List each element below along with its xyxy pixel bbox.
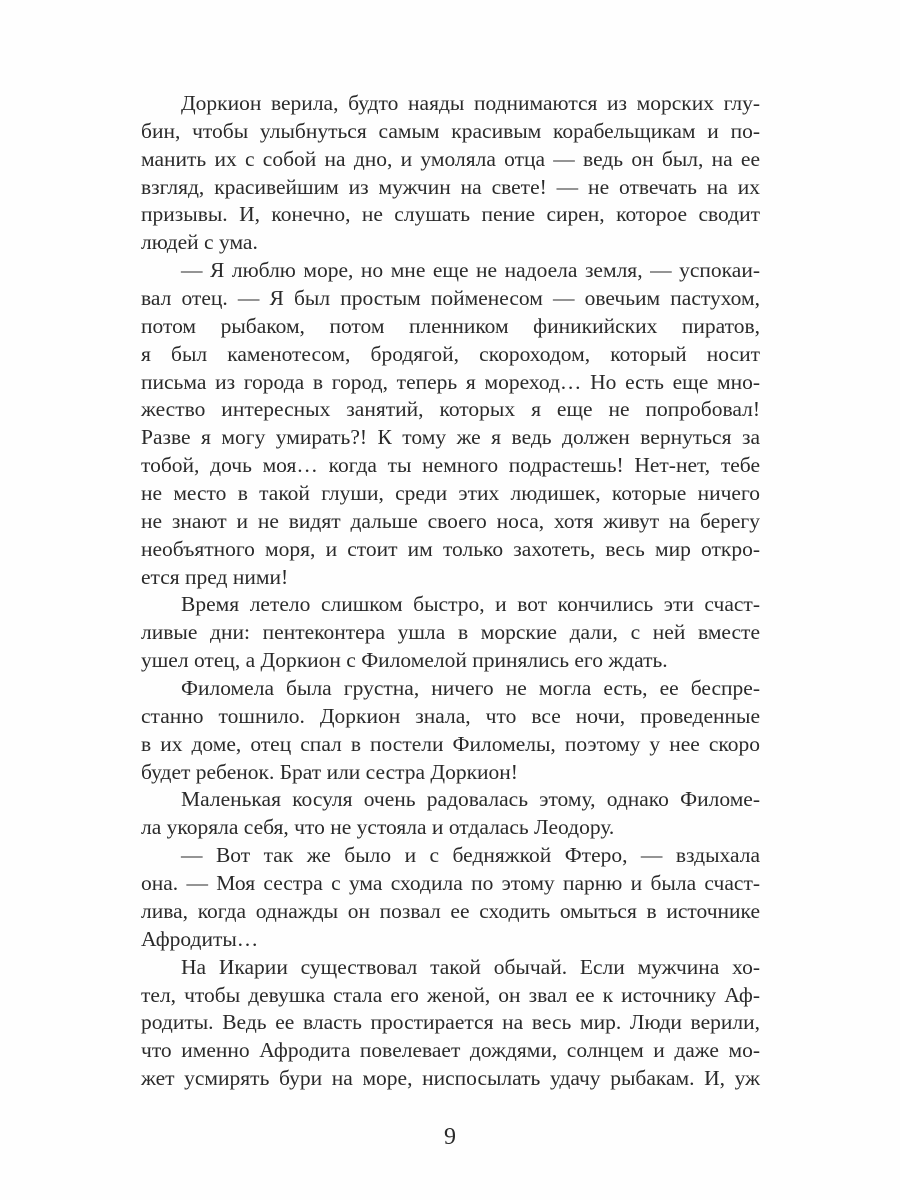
text-line: ется пред ними! (141, 564, 289, 589)
text-line: не место в такой глуши, среди этих людишек, которые ничего (141, 481, 760, 506)
text-line: Маленькая косуля очень радовалась этому, однако Филоме- (181, 787, 760, 812)
text-line: вал отец. — Я был простым пойменесом — овечьим пастухом, (141, 286, 760, 311)
text-line: родиты. Ведь ее власть простирается на весь мир. Люди верили, (141, 1010, 760, 1035)
text-line: потом рыбаком, потом пленником финикийских пиратов, (141, 313, 760, 338)
paragraph (141, 954, 760, 1093)
text-line: ушел отец, а Доркион с Филомелой принялись его ждать. (141, 648, 668, 673)
text-line: необъятного моря, и стоит им только захотеть, весь мир откро- (141, 536, 760, 561)
text-line: призывы. И, конечно, не слушать пение сирен, которое сводит (141, 202, 760, 227)
text-line: она. — Моя сестра с ума сходила по этому парню и была счаст- (141, 871, 760, 896)
text-line: — Вот так же было и с бедняжкой Фтеро, — вздыхала (181, 843, 760, 868)
text-line: тел, чтобы девушка стала его женой, он звал ее к источнику Аф- (141, 982, 760, 1007)
text-line: бин, чтобы улыбнуться самым красивым корабельщикам и по- (141, 118, 760, 143)
text-line: я был каменотесом, бродягой, скороходом, который носит (141, 341, 760, 366)
text-line: в их доме, отец спал в постели Филомелы, поэтому у нее скоро (141, 731, 760, 756)
paragraph (141, 786, 760, 842)
text-line: Время летело слишком быстро, и вот кончились эти счаст- (181, 592, 760, 617)
text-line: взгляд, красивейшим из мужчин на свете! — не отвечать на их (141, 174, 760, 199)
text-line: лива, когда однажды он позвал ее сходить омыться в источнике (141, 898, 760, 923)
text-line: Доркион верила, будто наяды поднимаются из морских глу- (181, 91, 760, 115)
paragraph (141, 90, 760, 257)
page-number: 9 (444, 1124, 456, 1150)
body-text (141, 90, 760, 1093)
text-line: письма из города в город, теперь я мореход… Но есть еще мно- (141, 369, 760, 394)
text-line: жет усмирять бури на море, ниспосылать удачу рыбакам. И, уж (141, 1066, 760, 1091)
text-line: — Я люблю море, но мне еще не надоела земля, — успокаи- (181, 258, 760, 283)
text-line: людей с ума. (141, 230, 258, 255)
paragraph (141, 675, 760, 786)
text-line: На Икарии существовал такой обычай. Если мужчина хо- (181, 954, 760, 979)
paragraph (141, 842, 760, 953)
paragraph (141, 591, 760, 675)
paragraph (141, 257, 760, 591)
text-line: манить их с собой на дно, и умоляла отца — ведь он был, на ее (141, 146, 760, 171)
text-line: станно тошнило. Доркион знала, что все ночи, проведенные (141, 703, 760, 728)
text-line: ла укоряла себя, что не устояла и отдалась Леодору. (141, 815, 615, 840)
text-line: Разве я могу умирать?! К тому же я ведь должен вернуться за (141, 425, 760, 450)
text-line: жество интересных занятий, которых я еще не попробовал! (141, 397, 760, 422)
text-line: будет ребенок. Брат или сестра Доркион! (141, 759, 518, 784)
text-line: не знают и не видят дальше своего носа, хотя живут на берегу (141, 508, 760, 533)
text-line: что именно Афродита повелевает дождями, солнцем и даже мо- (141, 1038, 760, 1063)
text-line: Афродиты… (141, 926, 259, 951)
text-line: тобой, дочь моя… когда ты немного подрастешь! Нет-нет, тебе (141, 453, 760, 478)
text-line: Филомела была грустна, ничего не могла есть, ее беспре- (181, 676, 760, 701)
text-line: ливые дни: пентеконтера ушла в морские дали, с ней вместе (141, 620, 760, 645)
